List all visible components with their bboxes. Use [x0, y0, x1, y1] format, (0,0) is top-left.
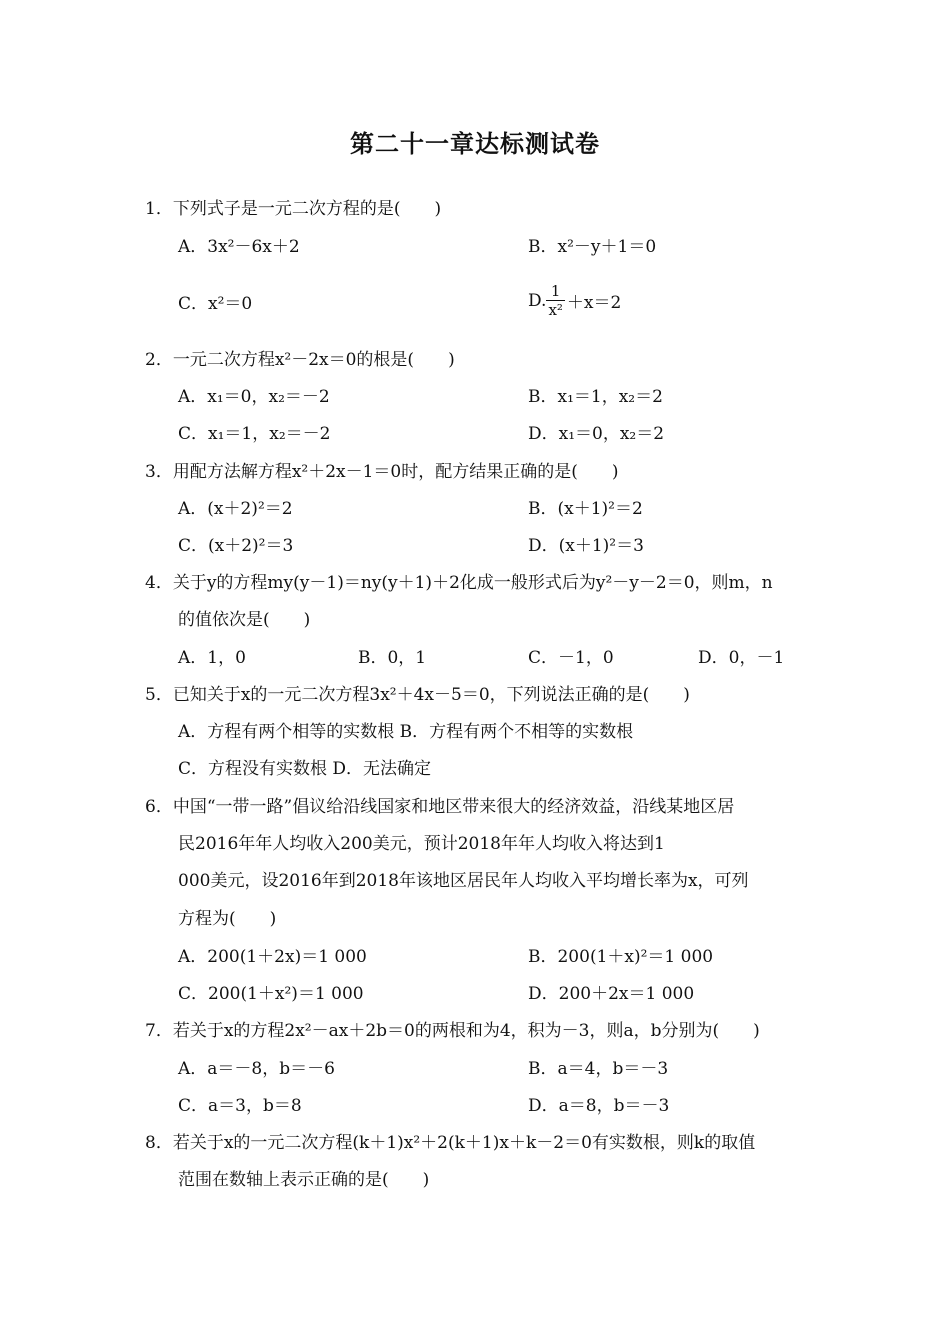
question-4-stem-line-2: 的值依次是( ): [178, 610, 311, 630]
question-2-option-c: C．x₁＝1，x₂＝－2: [178, 424, 331, 444]
question-6-line-2: 民2016年年人均收入200美元，预计2018年年人均收入将达到1: [178, 834, 665, 854]
question-6-option-c: C．200(1＋x²)＝1 000: [178, 984, 364, 1004]
question-8-line-2: 范围在数轴上表示正确的是( ): [178, 1170, 430, 1190]
question-1-option-b: B．x²－y＋1＝0: [528, 237, 657, 257]
question-7-option-b: B．a＝4，b＝－3: [528, 1059, 669, 1079]
question-7-option-a: A．a＝－8，b＝－6: [178, 1059, 335, 1079]
option-d-rest: ＋x＝2: [566, 293, 622, 313]
question-4-option-b: B．0，1: [358, 648, 427, 668]
question-1-stem: 1．下列式子是一元二次方程的是( ): [145, 199, 442, 219]
question-7-option-d: D．a＝8，b＝－3: [528, 1096, 670, 1116]
question-6-line-1: 6．中国“一带一路”倡议给沿线国家和地区带来很大的经济效益，沿线某地区居: [145, 797, 735, 817]
question-8-line-1: 8．若关于x的一元二次方程(k＋1)x²＋2(k＋1)x＋k－2＝0有实数根，则k的取值: [145, 1133, 756, 1153]
question-6-option-b: B．200(1＋x)²＝1 000: [528, 947, 714, 967]
question-2-option-d: D．x₁＝0，x₂＝2: [528, 424, 665, 444]
question-4-stem-line-1: 4．关于y的方程my(y－1)＝ny(y＋1)＋2化成一般形式后为y²－y－2＝0，则m，n: [145, 573, 773, 593]
question-1-option-d: [528, 282, 621, 319]
question-5-options-ab: A．方程有两个相等的实数根 B．方程有两个不相等的实数根: [178, 722, 634, 742]
fraction-numerator: 1: [546, 282, 564, 301]
question-3-option-c: C．(x＋2)²＝3: [178, 536, 294, 556]
question-7-option-c: C．a＝3，b＝8: [178, 1096, 302, 1116]
question-2-option-a: A．x₁＝0，x₂＝－2: [178, 387, 330, 407]
question-4-option-a: A．1，0: [178, 648, 246, 668]
question-6-line-4: 方程为( ): [178, 909, 277, 929]
question-4-option-d: D．0，－1: [698, 648, 785, 668]
fraction-denominator: x²: [548, 301, 563, 319]
question-2-stem: 2．一元二次方程x²－2x＝0的根是( ): [145, 350, 455, 370]
question-5-stem: 5．已知关于x的一元二次方程3x²＋4x－5＝0，下列说法正确的是( ): [145, 685, 690, 705]
question-1-option-a: A．3x²－6x＋2: [178, 237, 300, 257]
question-2-option-b: B．x₁＝1，x₂＝2: [528, 387, 663, 407]
page-title: 第二十一章达标测试卷: [350, 130, 600, 158]
option-d-fraction: [546, 282, 564, 319]
question-3-option-d: D．(x＋1)²＝3: [528, 536, 644, 556]
question-3-stem: 3．用配方法解方程x²＋2x－1＝0时，配方结果正确的是( ): [145, 462, 619, 482]
question-1-option-c: C．x²＝0: [178, 294, 253, 314]
question-6-option-a: A．200(1＋2x)＝1 000: [178, 947, 367, 967]
question-6-option-d: D．200＋2x＝1 000: [528, 984, 695, 1004]
option-d-label: D.: [528, 290, 547, 311]
question-5-options-cd: C．方程没有实数根 D．无法确定: [178, 759, 432, 779]
question-3-option-a: A．(x＋2)²＝2: [178, 499, 293, 519]
question-3-option-b: B．(x＋1)²＝2: [528, 499, 643, 519]
question-7-stem: 7．若关于x的方程2x²－ax＋2b＝0的两根和为4，积为－3，则a，b分别为( ): [145, 1021, 760, 1041]
question-4-option-c: C．－1，0: [528, 648, 614, 668]
question-6-line-3: 000美元，设2016年到2018年该地区居民年人均收入平均增长率为x，可列: [178, 871, 749, 891]
